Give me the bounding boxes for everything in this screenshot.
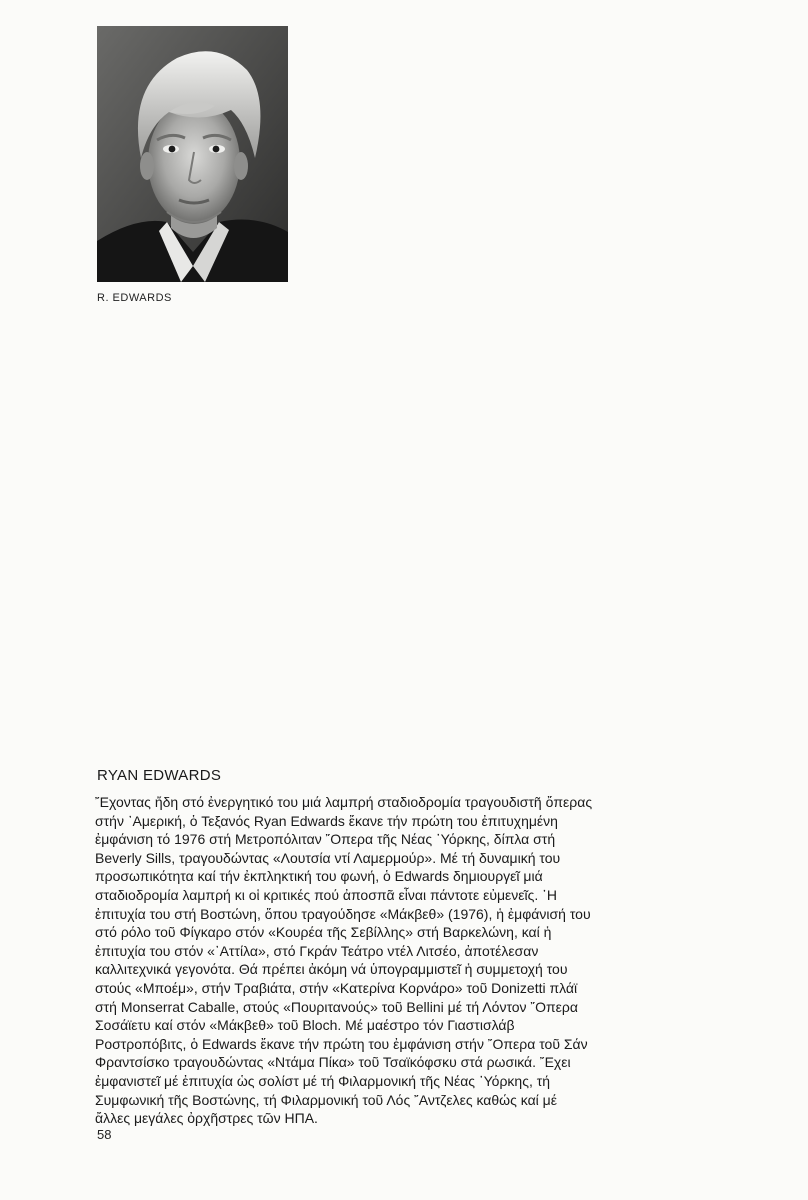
bio-line: Φραντσίσκο τραγουδώντας «Ντάμα Πίκα» τοῦ Τσαϊκόφσκυ στά ρωσικά. ῎Εχει [95, 1054, 571, 1071]
bio-line: ἐμφανιστεῖ μέ ἐπιτυχία ὡς σολίστ μέ τή Φιλαρμονική τῆς Νέας ῾Υόρκης, τή [95, 1072, 551, 1089]
bio-line: προσωπικότητα καί τήν ἐκπληκτική του φωνή, ὁ Edwards δημιουργεῖ μιά [95, 868, 543, 885]
bio-line: καλλιτεχνικά γεγονότα. Θά πρέπει ἀκόμη νά ὑπογραμμιστεῖ ἡ συμμετοχή του [95, 961, 568, 978]
bio-line: στούς «Μποέμ», στήν Τραβιάτα, στήν «Κατερίνα Κορνάρο» τοῦ Donizetti πλάϊ [95, 979, 578, 996]
portrait-photo [97, 26, 288, 282]
bio-paragraph [95, 793, 755, 1128]
bio-line: στήν ᾿Αμερική, ὁ Τεξανός Ryan Edwards ἔκανε τήν πρώτη του ἐπιτυχημένη [95, 812, 558, 829]
bio-line: ῎Εχοντας ἤδη στό ἐνεργητικό του μιά λαμπρή σταδιοδρομία τραγουδιστῆ ὄπερας [95, 794, 593, 810]
bio-title: RYAN EDWARDS [97, 767, 222, 784]
photo-caption: R. EDWARDS [97, 292, 172, 304]
portrait-image [97, 26, 288, 282]
bio-line: Σοσάϊετυ καί στόν «Μάκβεθ» τοῦ Bloch. Μέ μαέστρο τόν Γιαστισλάβ [95, 1017, 515, 1034]
bio-line: σταδιοδρομία λαμπρή κι οἱ κριτικές πού ἀποσπᾶ εἶναι πάντοτε εὐμενεῖς. ῾Η [95, 886, 557, 903]
bio-line: ἐπιτυχία του στόν «᾿Αττίλα», στό Γκράν Τεάτρο ντέλ Λιτσέο, ἀποτέλεσαν [95, 942, 539, 959]
page-number: 58 [97, 1127, 112, 1142]
bio-line: Συμφωνική τῆς Βοστώνης, τή Φιλαρμονική τοῦ Λός ῎Αντζελες καθώς καί μέ [95, 1091, 557, 1108]
bio-line: ἄλλες μεγάλες ὀρχῆστρες τῶν ΗΠΑ. [95, 1110, 318, 1127]
bio-line: ἐμφάνιση τό 1976 στή Μετροπόλιταν ῎Οπερα τῆς Νέας ῾Υόρκης, δίπλα στή [95, 831, 556, 848]
bio-line: στό ρόλο τοῦ Φίγκαρο στόν «Κουρέα τῆς Σεβίλλης» στή Βαρκελώνη, καί ἡ [95, 924, 552, 941]
bio-line: Ροστροπόβιτς, ὁ Edwards ἔκανε τήν πρώτη του ἐμφάνιση στήν ῎Οπερα τοῦ Σάν [95, 1035, 588, 1052]
bio-line: στή Monserrat Caballe, στούς «Πουριτανούς» τοῦ Bellini μέ τή Λόντον ῎Οπερα [95, 998, 578, 1015]
bio-line: Beverly Sills, τραγουδώντας «Λουτσία ντί Λαμερμούρ». Μέ τή δυναμική του [95, 849, 561, 866]
bio-line: ἐπιτυχία του στή Βοστώνη, ὅπου τραγούδησε «Μάκβεθ» (1976), ἡ ἐμφάνισή του [95, 905, 591, 922]
